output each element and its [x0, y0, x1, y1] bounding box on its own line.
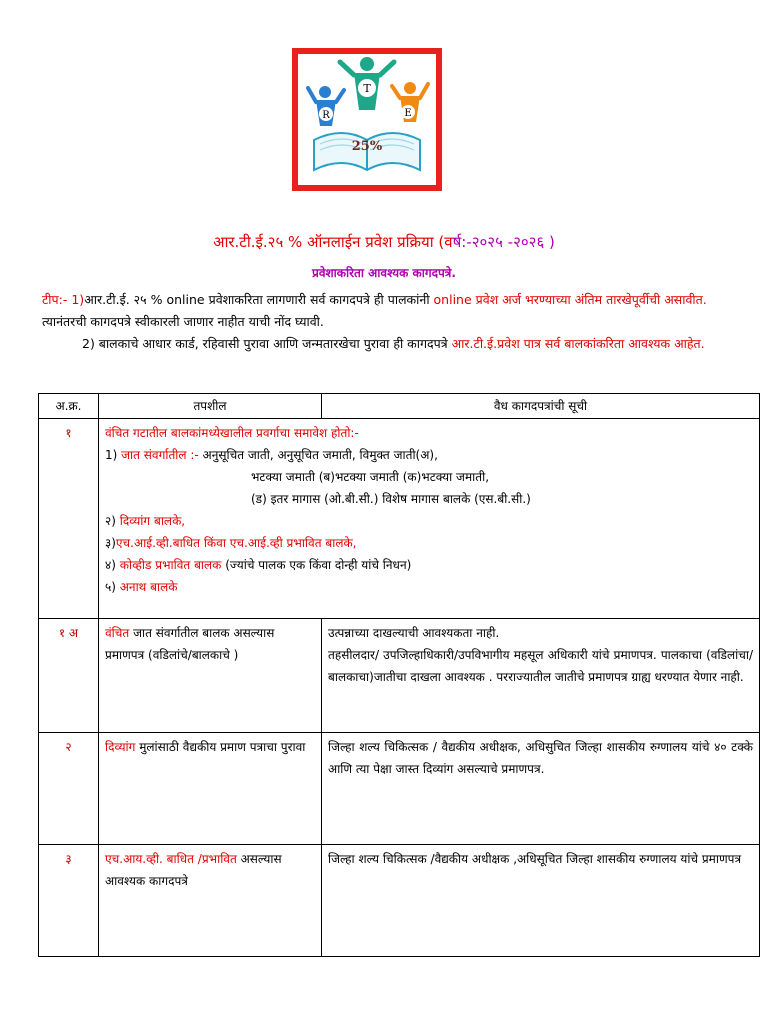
category-hiv-label: एच.आई.व्ही.बाधित किंवा एच.आई.व्ही प्रभावित बालके, [115, 536, 357, 550]
logo-percent: 25% [351, 139, 383, 154]
logo-letter-r: R [322, 110, 330, 121]
category-caste-number: 1) [105, 448, 122, 462]
category-disabled-number: २) [105, 514, 120, 528]
note-2-text-red: आर.टी.ई.प्रवेश पात्र सर्व बालकांकरिता आवश्यक आहेत. [451, 336, 705, 351]
center-figure-head [360, 57, 374, 71]
note-1-text-a: आर.टी.ई. २५ % online प्रवेशाकरिता लागणारी सर्व कागदपत्रे ही पालकांनी [84, 292, 434, 307]
category-disabled [105, 510, 753, 532]
page-title [0, 232, 768, 252]
table-row [39, 845, 760, 957]
row-2-details [99, 619, 322, 733]
note-prefix: टीप:- [42, 292, 68, 307]
note-1 [42, 289, 722, 333]
category-covid-number: ४) [105, 558, 120, 572]
row-2-documents-line-2: तहसीलदार/ उपजिल्हाधिकारी/उपविभागीय महसूल अधिकारी यांचे प्रमाणपत्र. पालकाचा (वडिलांचा/बालकाचा)जातीचा दाखला आवश्यक . परराज्यातील जातीचे प्रमाणपत्र ग्राह्य धरण्यात येणार नाही. [328, 648, 753, 684]
category-disabled-label: दिव्यांग बालके, [119, 514, 186, 528]
category-orphan-label: अनाथ बालके [119, 580, 178, 594]
category-covid-text: (ज्यांचे पालक एक किंवा दोन्ही यांचे निधन) [221, 558, 412, 572]
category-hiv [105, 532, 753, 554]
header-serial: अ.क्र. [39, 394, 99, 419]
note-2 [42, 333, 722, 355]
row-2-documents [322, 619, 760, 733]
logo-letter-e: E [404, 108, 412, 119]
row-3-details [99, 733, 322, 845]
category-covid-label: कोव्हीड प्रभावित बालक [119, 558, 222, 572]
table-row [39, 733, 760, 845]
row-4-details-text: असल्यास आवश्यक कागदपत्रे [105, 852, 282, 888]
row-4-documents: जिल्हा शल्य चिकित्सक /वैद्यकीय अधीक्षक ,अधिसूचित जिल्हा शासकीय रुग्णालय यांचे प्रमाणपत्र [322, 845, 760, 957]
row-1-heading: वंचित गटातील बालकांमध्येखालील प्रवर्गाचा समावेश होतो:- [105, 426, 359, 440]
row-2-documents-line-1: उत्पन्नाच्या दाखल्याची आवश्यकता नाही. [328, 626, 500, 640]
note-1-number: 1) [71, 292, 85, 307]
note-1-text-red: online प्रवेश अर्ज भरण्याच्या अंतिम तारखेपूर्वीची असावीत. [433, 292, 707, 307]
row-4-details [99, 845, 322, 957]
category-covid [105, 554, 753, 576]
row-3-details-red: दिव्यांग [105, 740, 136, 754]
title-main: आर.टी.ई.२५ % ऑनलाईन प्रवेश प्रक्रिया (व [213, 233, 453, 251]
row-1-number: १ [39, 419, 99, 619]
table-header-row [39, 394, 760, 419]
category-caste-line-3: (ड) इतर मागास (ओ.बी.सी.) विशेष मागास बालके (एस.बी.सी.) [251, 492, 531, 506]
row-3-documents: जिल्हा शल्य चिकित्सक / वैद्यकीय अधीक्षक, अधिसुचित जिल्हा शासकीय रुग्णालय यांचे ४० टक्के आणि त्या पेक्षा जास्त दिव्यांग असल्याचे प्रमाणपत्र. [322, 733, 760, 845]
logo-letter-t: T [363, 82, 371, 95]
header-documents: वैध कागदपत्रांची सूची [322, 394, 760, 419]
table-row [39, 419, 760, 619]
title-year: र्ष:-२०२५ -२०२६ ) [452, 233, 555, 251]
note-2-text-a: 2) बालकाचे आधार कार्ड, रहिवासी पुरावा आणि जन्मतारखेचा पुरावा ही कागदपत्रे [82, 336, 452, 351]
documents-table [38, 393, 760, 957]
category-caste-label: जात संवर्गातील :- [121, 448, 203, 462]
row-3-details-text: मुलांसाठी वैद्यकीय प्रमाण पत्राचा पुरावा [135, 740, 306, 754]
note-1-text-b: त्यानंतरची कागदपत्रे स्वीकारली जाणार नाहीत याची नोंद घ्यावी. [42, 314, 324, 329]
category-orphan [105, 576, 753, 598]
row-4-details-red: एच.आय.व्ही. बाधित /प्रभावित [105, 852, 237, 866]
category-orphan-number: ५) [105, 580, 120, 594]
row-2-details-red: वंचित [105, 626, 130, 640]
row-1-categories [99, 419, 760, 619]
page-subtitle: प्रवेशाकरिता आवश्यक कागदपत्रे. [312, 266, 456, 280]
rte-logo [292, 48, 442, 191]
category-caste-text: अनुसूचित जाती, अनुसूचित जमाती, विमुक्त जाती(अ), [202, 448, 438, 462]
table-row [39, 619, 760, 733]
row-2-details-text: जात संवर्गातील बालक असल्यास प्रमाणपत्र (वडिलांचे/बालकाचे ) [105, 626, 275, 662]
row-2-number: १ अ [39, 619, 99, 733]
category-hiv-number: ३) [105, 536, 116, 550]
row-3-number: २ [39, 733, 99, 845]
header-details: तपशील [99, 394, 322, 419]
category-caste-line-2: भटक्या जमाती (ब)भटक्या जमाती (क)भटक्या जमाती, [251, 470, 490, 484]
row-4-number: ३ [39, 845, 99, 957]
rte-logo-graphic [292, 48, 442, 191]
category-caste [105, 444, 753, 466]
